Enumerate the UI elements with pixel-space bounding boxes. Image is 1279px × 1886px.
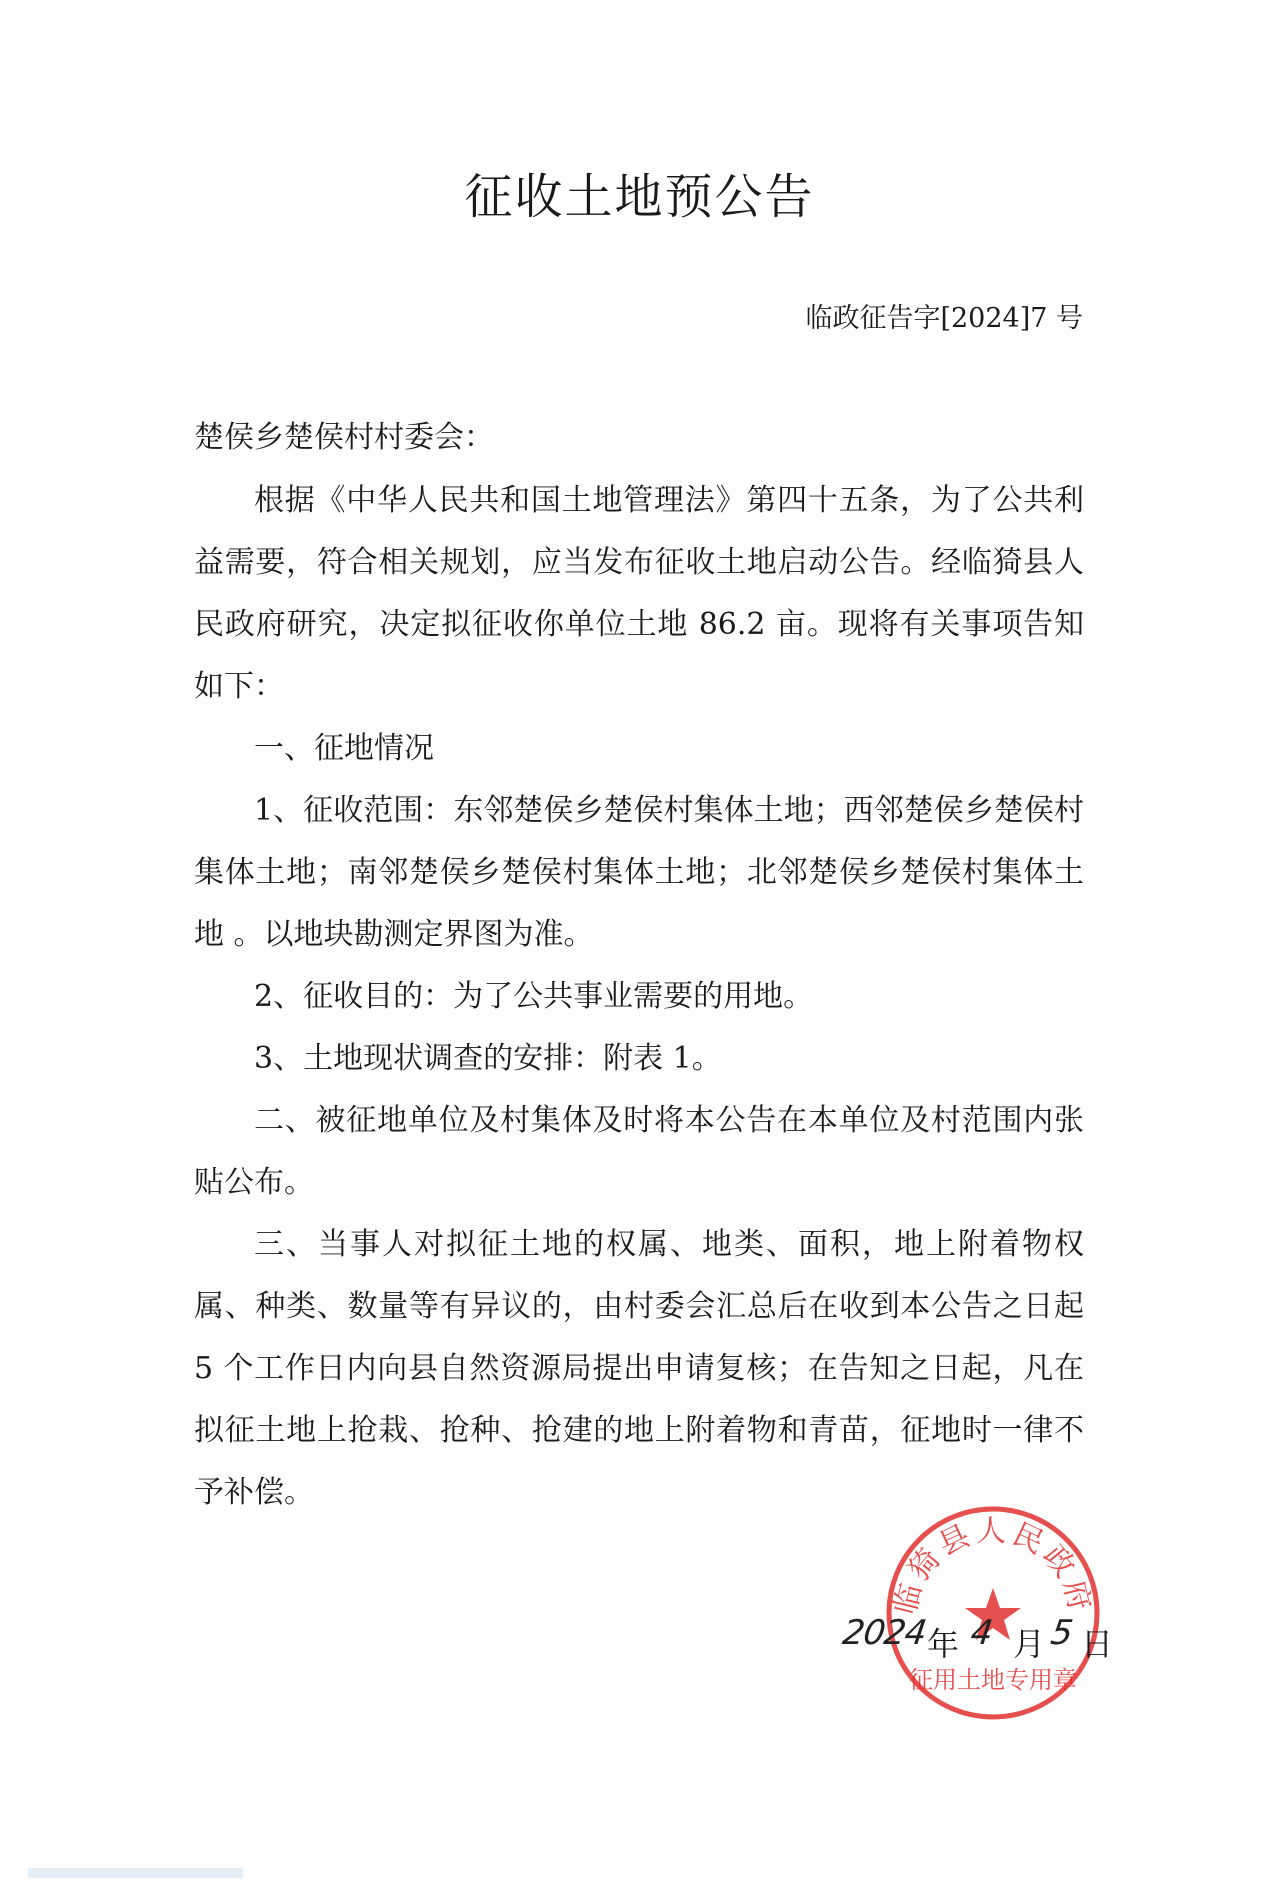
paragraph-section-1-heading: 一、征地情况 [254, 731, 434, 766]
document-number: 临政征告字[2024]7 号 [805, 303, 1083, 334]
date-day-handwritten: 5 [1048, 1613, 1075, 1653]
date-month-suffix: 月 [1013, 1625, 1046, 1663]
date-year-handwritten: 2024 [840, 1613, 929, 1653]
document-title: 征收土地预公告 [464, 169, 815, 225]
paragraph-survey: 3、土地现状调查的安排：附表 1。 [254, 1041, 722, 1076]
date-year-suffix: 年 [927, 1625, 960, 1663]
paragraph-intro: 根据《中华人民共和国土地管理法》第四十五条，为了公共利益需要，符合相关规划，应当发布征收土地启动公告。经临猗县人民政府研究，决定拟征收你单位土地 86.2 亩。现将有关事项告知如下： [194, 483, 1084, 704]
date-month-handwritten: 4 [968, 1613, 995, 1653]
signature-date [835, 1605, 1135, 1675]
seal-bottom-text: 征用土地专用章 [909, 1666, 1077, 1694]
seal-top-text: 临猗县人民政府 [887, 1514, 1099, 1618]
date-day-suffix: 日 [1081, 1625, 1114, 1663]
paragraph-scope: 1、征收范围：东邻楚侯乡楚侯村集体土地；西邻楚侯乡楚侯村集体土地；南邻楚侯乡楚侯村集体土地；北邻楚侯乡楚侯村集体土地 。以地块勘测定界图为准。 [194, 793, 1084, 952]
notice-body [194, 470, 1084, 1524]
scan-edge-mark [28, 1868, 243, 1878]
paragraph-purpose: 2、征收目的：为了公共事业需要的用地。 [254, 979, 814, 1014]
paragraph-section-2: 二、被征地单位及村集体及时将本公告在本单位及村范围内张贴公布。 [194, 1103, 1084, 1200]
addressee: 楚侯乡楚侯村村委会： [194, 420, 494, 455]
paragraph-section-3: 三、当事人对拟征土地的权属、地类、面积，地上附着物权属、种类、数量等有异议的，由村委会汇总后在收到本公告之日起 5 个工作日内向县自然资源局提出申请复核；在告知之日起，凡在拟征土地上抢栽、抢种、抢建的地上附着物和青苗，征地时一律不予补偿。 [194, 1227, 1084, 1510]
